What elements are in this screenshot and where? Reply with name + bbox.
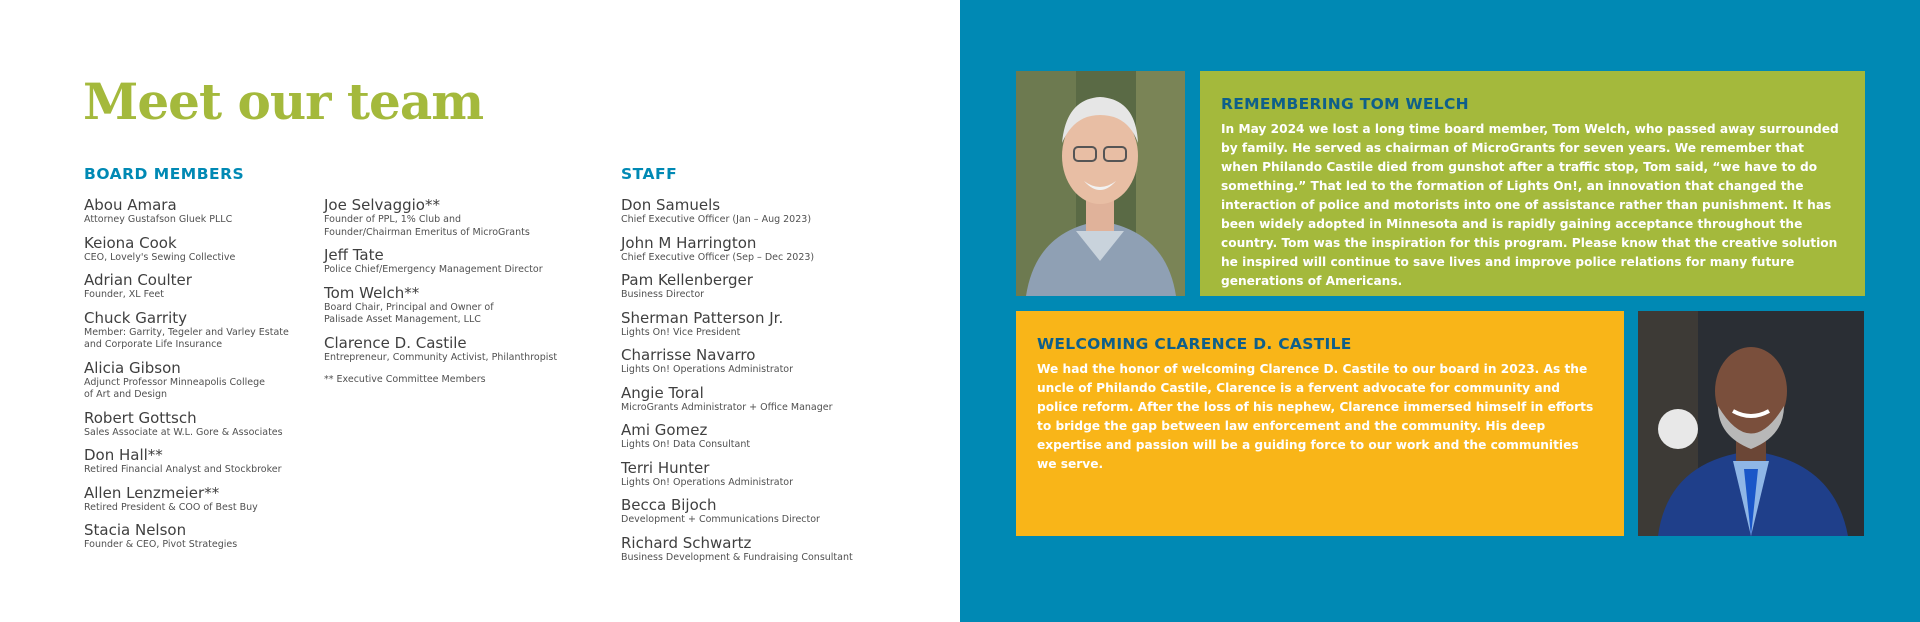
person-title: Lights On! Operations Administrator — [621, 476, 794, 488]
person-title: Founder, XL Feet — [84, 289, 164, 300]
person-title: Development + Communications Director — [621, 514, 820, 525]
remembering-text: In May 2024 we lost a long time board member, Tom Welch, who passed away surrounded by family. He served as chairman of MicroGrants for seven years. We remember that when Philando Castile died from gunshot after a traffic stop, Tom said, “we have to do something.” That led to the formation of Lights On!, an innovation that changed the interaction of police and motorists into one of assistance rather than punishment. It has been widely adopted in Minnesota and is rapidly gaining acceptance throughout the country. Tom was the inspiration for this program. Please know that the creative solution he inspired will continue to save lives and improve police relations for many future generations of Americans. — [1221, 122, 1839, 288]
person-title: Lights On! Vice President — [621, 326, 741, 338]
person-title: Lights On! Operations Administrator — [621, 364, 794, 375]
person-name: Sherman Patterson Jr. — [621, 308, 784, 327]
person-entry — [324, 284, 564, 327]
person-entry — [621, 384, 871, 415]
executive-committee-note: ** Executive Committee Members — [324, 374, 486, 385]
person-entry — [84, 521, 309, 552]
person-title: Founder & CEO, Pivot Strategies — [84, 539, 238, 550]
person-title: Retired President & COO of Best Buy — [84, 501, 258, 513]
remembering-heading: REMEMBERING TOM WELCH — [1221, 95, 1469, 113]
board-list-col-1 — [84, 196, 309, 559]
person-title: Business Development & Fundraising Consultant — [621, 551, 853, 563]
person-title: Member: Garrity, Tegeler and Varley Estate and Corporate Life Insurance — [84, 326, 289, 350]
person-entry — [84, 196, 309, 227]
person-entry — [621, 196, 871, 227]
person-title: Adjunct Professor Minneapolis College of Art and Design — [84, 376, 265, 400]
welcoming-heading: WELCOMING CLARENCE D. CASTILE — [1037, 335, 1352, 353]
person-name: Pam Kellenberger — [621, 271, 753, 289]
person-entry — [621, 534, 871, 565]
person-title: Chief Executive Officer (Jan – Aug 2023) — [621, 214, 812, 225]
person-name: Keiona Cook — [84, 233, 177, 252]
person-title: Board Chair, Principal and Owner of Palisade Asset Management, LLC — [324, 301, 494, 325]
remembering-box — [1200, 71, 1865, 296]
person-title: Entrepreneur, Community Activist, Philanthropist — [324, 351, 558, 363]
person-title: Founder of PPL, 1% Club and Founder/Chairman Emeritus of MicroGrants — [324, 214, 530, 238]
person-entry — [84, 309, 309, 352]
person-title: Police Chief/Emergency Management Director — [324, 264, 543, 275]
person-name: Tom Welch** — [324, 283, 420, 302]
person-entry — [84, 271, 309, 302]
person-entry — [84, 484, 309, 515]
person-name: Abou Amara — [84, 196, 177, 214]
person-entry — [84, 234, 309, 265]
page-title: Meet our team — [83, 72, 484, 131]
person-entry — [84, 446, 309, 477]
person-entry — [621, 459, 871, 490]
person-entry — [621, 421, 871, 452]
person-title: CEO, Lovely's Sewing Collective — [84, 251, 236, 263]
person-name: Clarence D. Castile — [324, 333, 467, 352]
person-name: Joe Selvaggio** — [324, 196, 440, 214]
person-name: Angie Toral — [621, 383, 704, 402]
clarence-castile-photo — [1638, 311, 1864, 536]
person-name: Chuck Garrity — [84, 308, 188, 327]
board-members-heading: BOARD MEMBERS — [84, 165, 245, 183]
staff-list — [621, 196, 871, 571]
person-entry — [621, 271, 871, 302]
person-name: Allen Lenzmeier** — [84, 483, 220, 502]
person-entry — [621, 496, 871, 527]
person-name: Richard Schwartz — [621, 533, 752, 552]
person-entry — [84, 409, 309, 440]
person-name: John M Harrington — [621, 233, 757, 252]
welcoming-box — [1016, 311, 1624, 536]
person-name: Charrisse Navarro — [621, 346, 756, 364]
person-entry — [324, 246, 564, 277]
person-entry — [621, 309, 871, 340]
person-name: Terri Hunter — [621, 458, 710, 477]
person-name: Stacia Nelson — [84, 521, 187, 539]
person-entry — [621, 346, 871, 377]
person-entry — [84, 359, 309, 402]
person-entry — [324, 196, 564, 239]
person-name: Jeff Tate — [324, 246, 384, 264]
person-entry — [324, 334, 564, 365]
person-title: Chief Executive Officer (Sep – Dec 2023) — [621, 251, 815, 263]
person-title: Retired Financial Analyst and Stockbroker — [84, 464, 282, 475]
tom-welch-photo — [1016, 71, 1185, 296]
person-name: Adrian Coulter — [84, 271, 192, 289]
person-name: Alicia Gibson — [84, 358, 181, 377]
board-list — [324, 196, 564, 364]
person-name: Don Samuels — [621, 196, 721, 214]
person-title: Sales Associate at W.L. Gore & Associates — [84, 426, 283, 438]
person-name: Don Hall** — [84, 446, 163, 464]
welcoming-text: We had the honor of welcoming Clarence D. Castile to our board in 2023. As the uncle of Philando Castile, Clarence is a fervent advocate for community and police reform. After the loss of his nephew, Clarence immersed himself in efforts to bridge the gap between law enforcement and the community. His deep expertise and passion will be a guiding force to our work and the communities we serve. — [1037, 362, 1594, 471]
person-name: Becca Bijoch — [621, 496, 717, 514]
person-entry — [621, 234, 871, 265]
person-title: Attorney Gustafson Gluek PLLC — [84, 214, 233, 225]
person-title: Lights On! Data Consultant — [621, 439, 751, 450]
person-title: MicroGrants Administrator + Office Manager — [621, 401, 833, 413]
person-name: Ami Gomez — [621, 421, 708, 439]
person-name: Robert Gottsch — [84, 408, 197, 427]
person-title: Business Director — [621, 289, 705, 300]
staff-heading: STAFF — [621, 165, 678, 183]
board-list-col-2 — [324, 196, 564, 385]
